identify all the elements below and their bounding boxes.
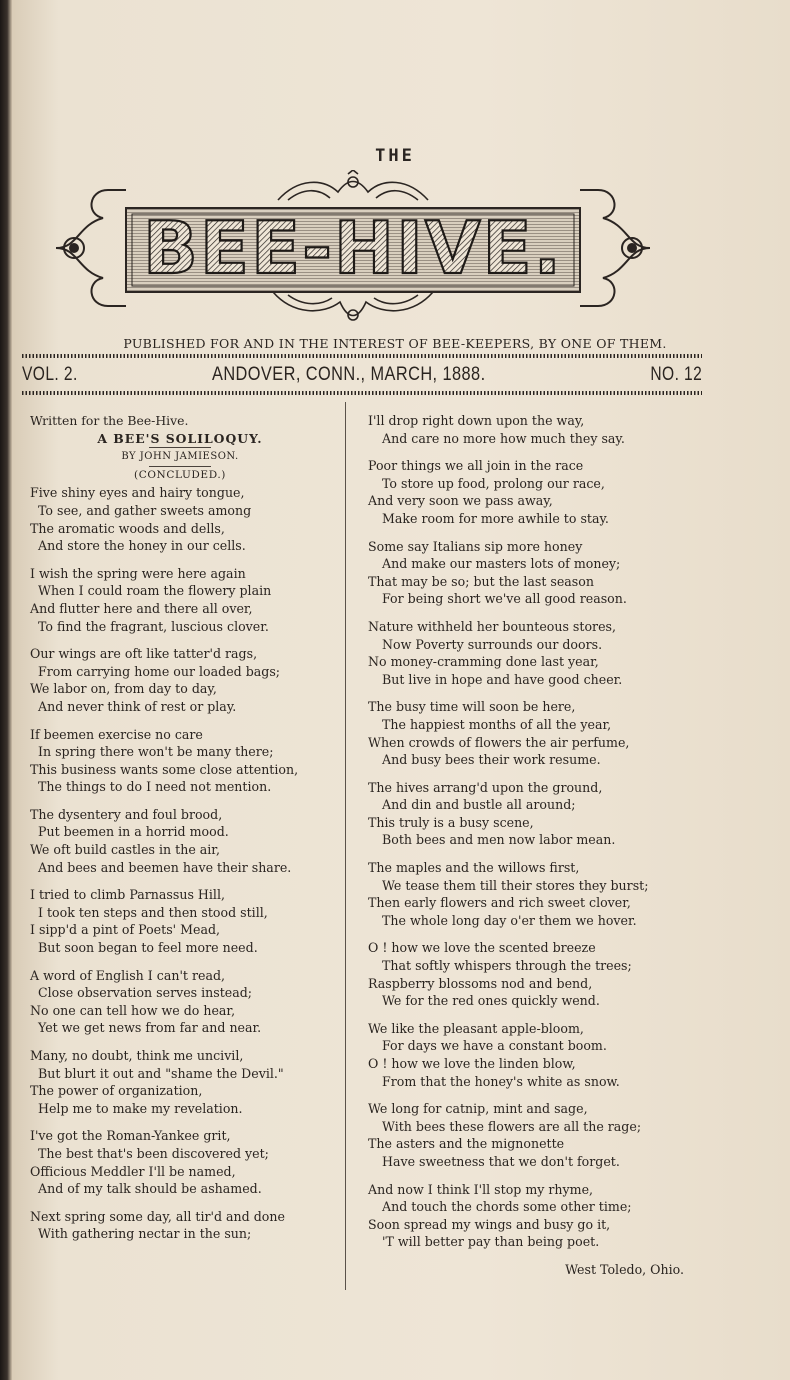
poem-line: When crowds of flowers the air perfume,: [368, 734, 630, 750]
poem-line: Make room for more awhile to stay.: [382, 510, 609, 526]
number-label: NO. 12: [650, 364, 702, 385]
poem-line: This truly is a busy scene,: [368, 814, 534, 830]
poem-line: We like the pleasant apple-bloom,: [368, 1020, 584, 1036]
poem-line: Our wings are oft like tatter'd rags,: [30, 646, 258, 662]
poem-line: I wish the spring were here again: [30, 565, 246, 581]
poem-line: To find the fragrant, luscious clover.: [38, 618, 269, 634]
poem-line: When I could roam the flowery plain: [38, 583, 272, 599]
stanza: [368, 1020, 698, 1090]
poem-line: O ! how we love the scented breeze: [368, 940, 596, 956]
poem-line: And of my talk should be ashamed.: [38, 1181, 262, 1197]
top-scroll-ornament: [278, 170, 428, 200]
poem-line: And store the honey in our cells.: [38, 538, 246, 554]
poem-line: The aromatic woods and dells,: [30, 520, 225, 536]
poem-line: And touch the chords some other time;: [382, 1199, 632, 1215]
poem-line: We for the red ones quickly wend.: [382, 993, 600, 1009]
poem-line: Five shiny eyes and hairy tongue,: [30, 485, 245, 501]
dashed-rule-bottom: [22, 391, 702, 395]
poem-line: Nature withheld her bounteous stores,: [368, 618, 616, 634]
poem-line: Yet we get news from far and near.: [38, 1020, 262, 1036]
masthead-the: THE: [375, 146, 415, 166]
poem-line: The busy time will soon be here,: [368, 699, 576, 715]
stanza: [368, 698, 698, 768]
poem-line: We long for catnip, mint and sage,: [368, 1101, 588, 1117]
poem-line: O ! how we love the linden blow,: [368, 1056, 576, 1071]
stanza: [30, 1208, 330, 1243]
right-stanzas: [368, 412, 698, 1251]
poem-line: And din and bustle all around;: [382, 797, 576, 813]
poem-line: The hives arrang'd upon the ground,: [368, 779, 603, 795]
poem-line: 'T will better pay than being poet.: [382, 1234, 600, 1250]
poem-line: The dysentery and foul brood,: [30, 806, 223, 822]
poem-line: But blurt it out and "shame the Devil.": [38, 1065, 284, 1081]
issue-line: [22, 364, 702, 388]
poem-line: To store up food, prolong our race,: [382, 475, 605, 491]
article-signoff: West Toledo, Ohio.: [565, 1261, 684, 1277]
stanza: [30, 967, 330, 1037]
poem-line: For days we have a constant boom.: [382, 1038, 607, 1054]
column-divider: [345, 402, 346, 1290]
bottom-scroll-ornament: [273, 292, 433, 320]
left-bracket-ornament: [56, 190, 126, 306]
left-stanzas: [30, 484, 330, 1243]
poem-line: The best that's been discovered yet;: [38, 1145, 269, 1161]
poem-line: For being short we've all good reason.: [382, 591, 627, 607]
stanza: [368, 618, 698, 688]
right-column: [368, 412, 698, 1279]
poem-line: But live in hope and have good cheer.: [382, 671, 623, 687]
poem-line: With bees these flowers are all the rage;: [382, 1118, 642, 1134]
stanza: [368, 1100, 698, 1170]
poem-line: With gathering nectar in the sun;: [38, 1226, 252, 1242]
poem-line: And bees and beemen have their share.: [38, 859, 292, 875]
poem-line: We tease them till their stores they burst;: [382, 877, 649, 893]
stanza: [30, 1127, 330, 1197]
poem-line: Both bees and men now labor mean.: [382, 832, 616, 848]
book-spine: [0, 0, 12, 1380]
stanza: [30, 726, 330, 796]
poem-line: Have sweetness that we don't forget.: [382, 1153, 620, 1169]
poem-line: We oft build castles in the air,: [30, 842, 220, 858]
poem-line: And flutter here and there all over,: [30, 600, 253, 616]
poem-line: That softly whispers through the trees;: [382, 958, 632, 974]
poem-line: The maples and the willows first,: [368, 860, 580, 876]
left-column: [30, 412, 330, 1253]
stanza: [30, 484, 330, 554]
masthead-tagline: PUBLISHED FOR AND IN THE INTEREST OF BEE-KEEPERS, BY ONE OF THEM.: [123, 336, 667, 351]
poem-line: Many, no doubt, think me uncivil,: [30, 1048, 244, 1063]
article-title: A BEE'S SOLILOQUY.: [97, 430, 263, 446]
article-byline: BY JOHN JAMIESON.: [121, 451, 239, 463]
poem-line: But soon began to feel more need.: [38, 940, 258, 956]
poem-line: The happiest months of all the year,: [382, 716, 612, 732]
stanza: [30, 886, 330, 956]
poem-line: Put beemen in a horrid mood.: [38, 824, 229, 840]
stanza: [30, 645, 330, 715]
poem-line: The whole long day o'er them we hover.: [382, 912, 637, 928]
poem-line: Close observation serves instead;: [38, 985, 253, 1001]
poem-line: Then early flowers and rich sweet clover,: [368, 895, 631, 911]
poem-line: Some say Italians sip more honey: [368, 538, 583, 554]
poem-line: This business wants some close attention,: [30, 761, 299, 777]
article-note: (CONCLUDED.): [134, 468, 226, 481]
poem-line: That may be so; but the last season: [368, 573, 594, 589]
poem-line: I tried to climb Parnassus Hill,: [30, 887, 225, 903]
poem-line: And very soon we pass away,: [368, 493, 553, 509]
poem-line: Soon spread my wings and busy go it,: [368, 1216, 611, 1232]
poem-line: And care no more how much they say.: [382, 430, 625, 446]
poem-line: To see, and gather sweets among: [38, 502, 252, 518]
stanza: [368, 779, 698, 849]
poem-line: Now Poverty surrounds our doors.: [382, 636, 603, 652]
poem-line: If beemen exercise no care: [30, 726, 203, 742]
poem-line: And make our masters lots of money;: [382, 556, 621, 572]
stanza: [30, 806, 330, 876]
poem-line: The power of organization,: [30, 1083, 203, 1099]
poem-line: The asters and the mignonette: [368, 1136, 565, 1152]
poem-line: We labor on, from day to day,: [30, 681, 217, 697]
masthead-logo: [48, 170, 658, 330]
poem-line: No money-cramming done last year,: [368, 654, 599, 670]
poem-line: Help me to make my revelation.: [38, 1100, 243, 1116]
poem-line: Next spring some day, all tir'd and done: [30, 1208, 285, 1224]
poem-line: Raspberry blossoms nod and bend,: [368, 975, 593, 991]
place-date-label: ANDOVER, CONN., MARCH, 1888.: [212, 364, 486, 385]
poem-line: No one can tell how we do hear,: [30, 1002, 236, 1018]
stanza: [30, 1047, 330, 1117]
stanza: [368, 412, 698, 447]
stanza: [368, 457, 698, 527]
stanza: [368, 939, 698, 1009]
poem-line: And now I think I'll stop my rhyme,: [368, 1181, 594, 1197]
poem-line: Poor things we all join in the race: [368, 458, 584, 474]
poem-line: I've got the Roman-Yankee grit,: [30, 1128, 231, 1144]
poem-line: From carrying home our loaded bags;: [38, 663, 281, 679]
poem-line: I took ten steps and then stood still,: [38, 904, 268, 920]
poem-line: In spring there won't be many there;: [38, 744, 274, 760]
stanza: [30, 565, 330, 635]
poem-line: I'll drop right down upon the way,: [368, 413, 585, 428]
stanza: [368, 1181, 698, 1251]
volume-label: VOL. 2.: [22, 364, 78, 385]
masthead-title: BEE-HIVE.: [143, 206, 563, 290]
dashed-rule-top: [22, 354, 702, 358]
poem-line: A word of English I can't read,: [30, 967, 226, 983]
poem-line: The things to do I need not mention.: [38, 779, 272, 795]
poem-line: And never think of rest or play.: [38, 698, 237, 714]
poem-line: Officious Meddler I'll be named,: [30, 1163, 236, 1179]
article-intro: Written for the Bee-Hive.: [30, 413, 189, 428]
stanza: [368, 538, 698, 608]
right-bracket-ornament: [580, 190, 650, 306]
poem-line: And busy bees their work resume.: [382, 752, 601, 768]
stanza: [368, 859, 698, 929]
poem-line: I sipp'd a pint of Poets' Mead,: [30, 922, 221, 938]
poem-line: From that the honey's white as snow.: [382, 1073, 620, 1089]
